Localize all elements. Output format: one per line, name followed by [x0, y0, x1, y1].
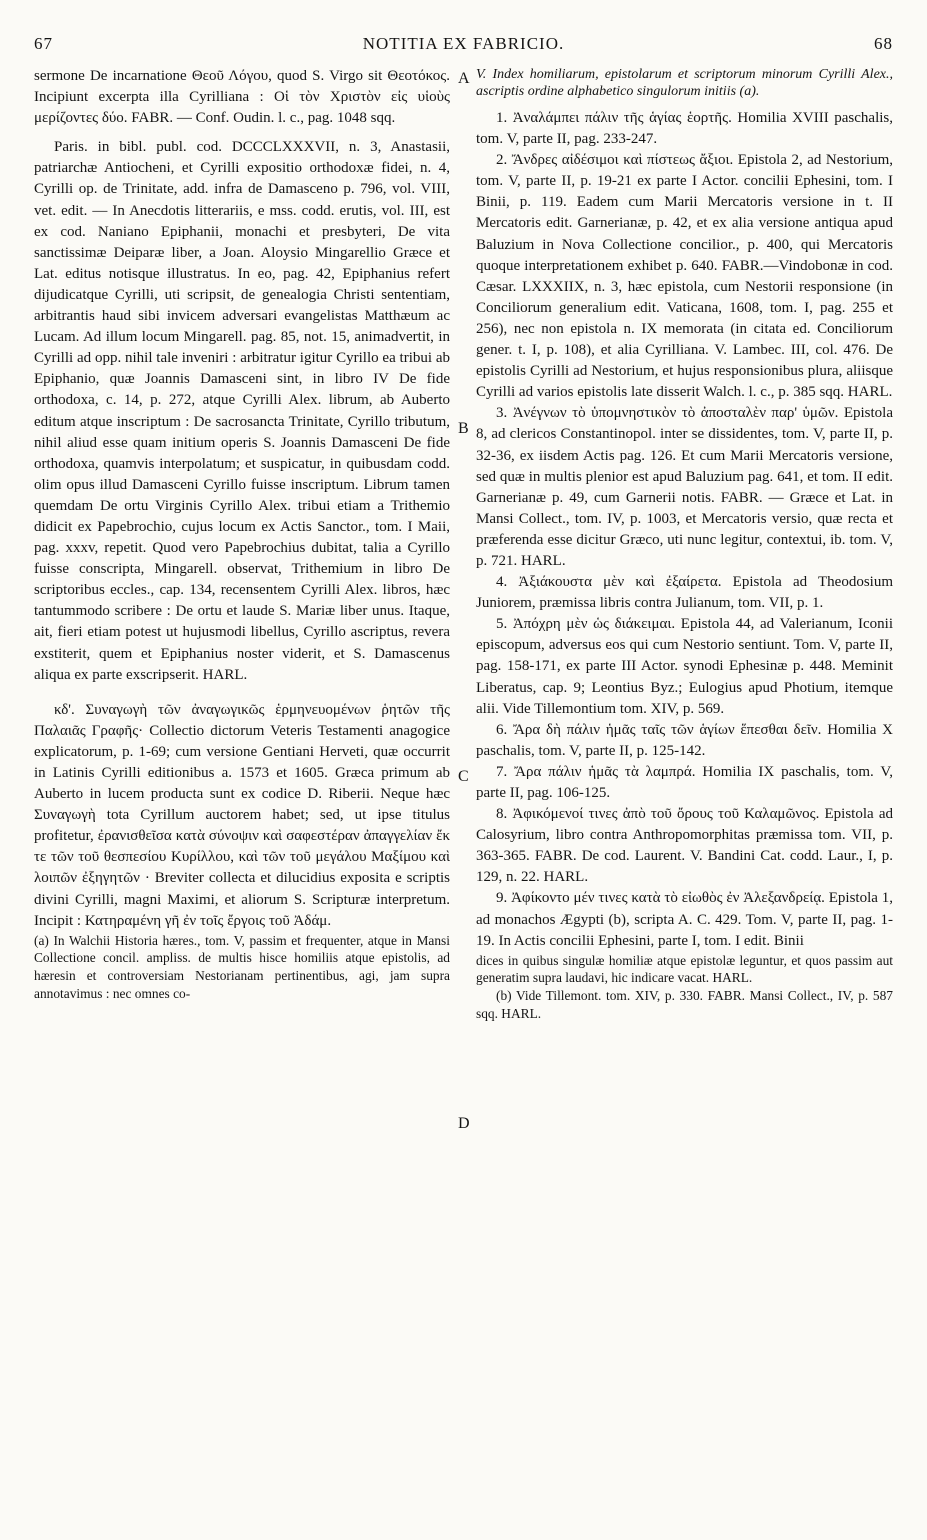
right-column [476, 66, 893, 1022]
paragraph: sermone De incarnatione Θεοῦ Λόγου, quod S. Virgo sit Θεοτόκος. Incipiunt excerpta illa Cyrilliana : Οἱ τὸν Χριστὸν εἰς υἱοὺς μερίζοντες δύο. FABR. — Conf. Oudin. l. c., pag. 1048 sqq. [34, 68, 450, 127]
list-item: 4. Ἀξιάκουστα μὲν καὶ ἐξαίρετα. Epistola ad Theodosium Juniorem, præmissa libris contra Julianum, tom. VII, p. 1. [476, 574, 893, 612]
paragraph: κδ'. Συναγωγὴ τῶν ἀναγωγικῶς ἑρμηνευομένων ῥητῶν τῆς Παλαιᾶς Γραφῆς· Collectio dictorum Veteris Testamenti anagogice explicatorum, p. 1-69; cum versione Gentiani Herveti, quæ occurrit in Latinis Cyrilli editionibus a. 1573 et 1605. Græca primum ab Auberto in lucem producta sunt ex codice D. Riberii. Neque hæc Συναγωγὴ tota Cyrillum auctorem habet; sed, ut ipse titulus profitetur, ἐρανισθεῖσα κατὰ σύνοψιν καὶ σαφεστέραν ἀπαγγελίαν ἔκ τε τῶν τοῦ θεσπεσίου Κυρίλλου, καὶ τῶν τοῦ μεγάλου Μαξίμου καὶ λοιπῶν ἐξηγητῶν · Breviter collecta et dilucidius exposita e scriptis divini Cyrilli, magni Maximi, et aliorum S. Scripturæ interpretum. Incipit : Κατηραμένη γῆ ἐν τοῖς ἔργοις τοῦ Ἀδάμ. [34, 701, 450, 929]
margin-letter-a: A [458, 70, 470, 87]
left-column [34, 66, 450, 1002]
section-heading: V. Index homiliarum, epistolarum et scriptorum minorum Cyrilli Alex., ascriptis ordine alphabetico singulorum initiis (a). [476, 67, 893, 99]
footnote-continuation: dices in quibus singulæ homiliæ atque epistolæ leguntur, et quos passim aut generatim supra laudavi, hic indicare vacat. HARL. [476, 952, 893, 986]
list-item: 6. Ἄρα δὴ πάλιν ἡμᾶς ταῖς τῶν ἁγίων ἕπεσθαι δεῖν. Homilia X paschalis, tom. V, parte II, p. 125-142. [476, 721, 893, 759]
list-item: 2. Ἄνδρες αἰδέσιμοι καὶ πίστεως ἄξιοι. Epistola 2, ad Nestorium, tom. V, parte II, p. 19-21 ex parte I Actor. concilii Ephesini, tom. I Binii, p. 119. Eadem cum Marii Mercatoris versione in t. II Mercatoris edit. Garnerianæ, p. 42, et ex alia versione antiqua apud Baluzium in Nova Collectione concilior., p. 400, qui Mercatoris quoque interpretationem exhibet p. 640. FABR.—Vindobonæ in cod. Cæsar. LXXXIIX, n. 3, hæc epistola, cum Nestorii responsione (in Conciliorum generalium edit. Vaticana, 1608, tom. I, pag. 255 et 256), nec non epistola n. IX memorata (in citata ed. Conciliorum gener. t. I, p. 108), et alia Cyrilliana. V. Lambec. III, col. 476. De epistolis Cyrilli ad Nestorium, et hujus responsionibus plura, aliisque Cyrilli ad varios epistolis late disserit Walch. l. c., p. 385 sqq. HARL. [476, 152, 893, 401]
margin-letter-d: D [458, 1115, 470, 1132]
footnote-a: (a) In Walchii Historia hæres., tom. V, passim et frequenter, atque in Mansi Collectione concil. ampliss. de multis hisce homiliis atque epistolis, ad hæresin et controversiam Nestorianam pertinentibus, agi, jam supra annotavimus : nec omnes co- [34, 932, 450, 1001]
list-item: 3. Ἀνέγνων τὸ ὑπομνηστικὸν τὸ ἀποσταλὲν παρ' ὑμῶν. Epistola 8, ad clericos Constantinopol. inter se dissidentes, tom. V, parte II, p. 32-36, ex iisdem Actis pag. 126. Et cum Marii Mercatoris versione, sed quæ in multis plenior est apud Baluzium pag. 641, et tom. II edit. Garnerianæ p. 49, cum Garnerii notis. FABR. — Græce et Lat. in Mansi Collect., tom. IV, p. 1003, et Mercatoris versio, quæ recta et præferenda esse dicitur Græco, uti nunc legitur, contextui, ib. tom. V, p. 721. HARL. [476, 405, 893, 569]
margin-letter-c: C [458, 768, 469, 785]
paragraph: Paris. in bibl. publ. cod. DCCCLXXXVII, n. 3, Anastasii, patriarchæ Antiocheni, et Cyrilli expositio orthodoxæ fidei, n. 4, Cyrilli op. de Trinitate, add. infra de Damasceno p. 796, vol. VIII, vet. edit. — In Anecdotis litterariis, e mss. codd. erutis, vol. III, est ex cod. Naniano Epiphanii, monachi et presbyteri, De vita sanctissimæ Deiparæ liber, a Joan. Aloysio Mingarellio Græce et Lat. editus notisque illustratus. In eo, pag. 42, Epiphanius refert dijudicatque Cyrilli, uti scripsit, de genealogia Christi sententiam, arbitrantis haud sibi invicem adversari evangelistas Matthæum ac Lucam. Ad illum locum Mingarell. pag. 85, not. 15, animadvertit, in Cyrilli ad opp. nihil tale inveniri : arbitratur igitur Cyrillo ea tribui ab Epiphanio, quæ Joannis Damasceni sint, in libro IV De fide orthodoxa, c. 14, p. 272, atque Cyrilli Alex. librum, ab Auberto editum atque inscriptum : De sacrosancta Trinitate, Cyrillo tributum, nihil aliud esse quam initium operis S. Joannis Damasceni De fide orthodoxa, quamvis interpolatum; et suspicatur, in quibusdam codd. olim opus illud Damasceni Cyrillo fuisse inscriptum. Librum tamen quemdam De ortu Virginis Cyrillo Alex. tribui etiam a Trithemio didicit ex Papebrochio, cujus locum ex Actis Sanctor., tom. I Maii, pag. xxxv, repetit. Quod vero Papebrochius dubitat, talia a Cyrillo fuisse conscripta, Mingarell. observat, Trithemium in libro De scriptoribus eccles., cap. 134, recensentem Cyrilli Alex. libros, hæc tantummodo scribere : De ortu et laude S. Mariæ liber unus. Itaque, ait, fieri etiam potest ut hujusmodi libellus, Cyrillo ascriptus, revera exstiterit, quem et Epiphanius noster viderit, et S. Damascenus aliqua ex parte exscripserit. HARL. [34, 139, 450, 683]
margin-letter-b: B [458, 420, 469, 437]
list-item: 1. Ἀναλάμπει πάλιν τῆς ἁγίας ἑορτῆς. Homilia XVIII paschalis, tom. V, parte II, pag. 233-247. [476, 110, 893, 148]
page-number-left: 67 [34, 34, 53, 53]
list-item: 8. Ἀφικόμενοί τινες ἀπὸ τοῦ ὄρους τοῦ Καλαμῶνος. Epistola ad Calosyrium, libro contra Anthropomorphitas præmissa tom. VII, p. 363-365. FABR. De cod. Laurent. V. Bandini Cat. codd. Laur., I, p. 129, n. 22. HARL. [476, 806, 893, 886]
page-header [34, 34, 893, 58]
list-item: 7. Ἄρα πάλιν ἡμᾶς τὰ λαμπρά. Homilia IX paschalis, tom. V, parte II, pag. 106-125. [476, 763, 893, 801]
running-title: NOTITIA EX FABRICIO. [362, 34, 565, 53]
footnote-b: (b) Vide Tillemont. tom. XIV, p. 330. FABR. Mansi Collect., IV, p. 587 sqq. HARL. [476, 987, 893, 1021]
list-item: 5. Ἀπόχρη μὲν ὡς διάκειμαι. Epistola 44, ad Valerianum, Iconii episcopum, adversus eos qui cum Nestorio sentiunt. Tom. V, parte II, pag. 158-171, ex parte III Actor. synodi Ephesinæ p. 448. Meminit Liberatus, cap. 9; Leontius Byz.; Eulogius apud Photium, itemque alii. Vide Tillemontium tom. XIV, p. 569. [476, 616, 893, 717]
list-item: 9. Ἀφίκοντο μέν τινες κατὰ τὸ εἰωθὸς ἐν Ἀλεξανδρείᾳ. Epistola 1, ad monachos Ægypti (b), scripta A. C. 429. Tom. V, parte II, pag. 1-19. In Actis concilii Ephesini, parte I, tom. I edit. Binii [476, 890, 893, 949]
page-number-right: 68 [874, 34, 893, 53]
